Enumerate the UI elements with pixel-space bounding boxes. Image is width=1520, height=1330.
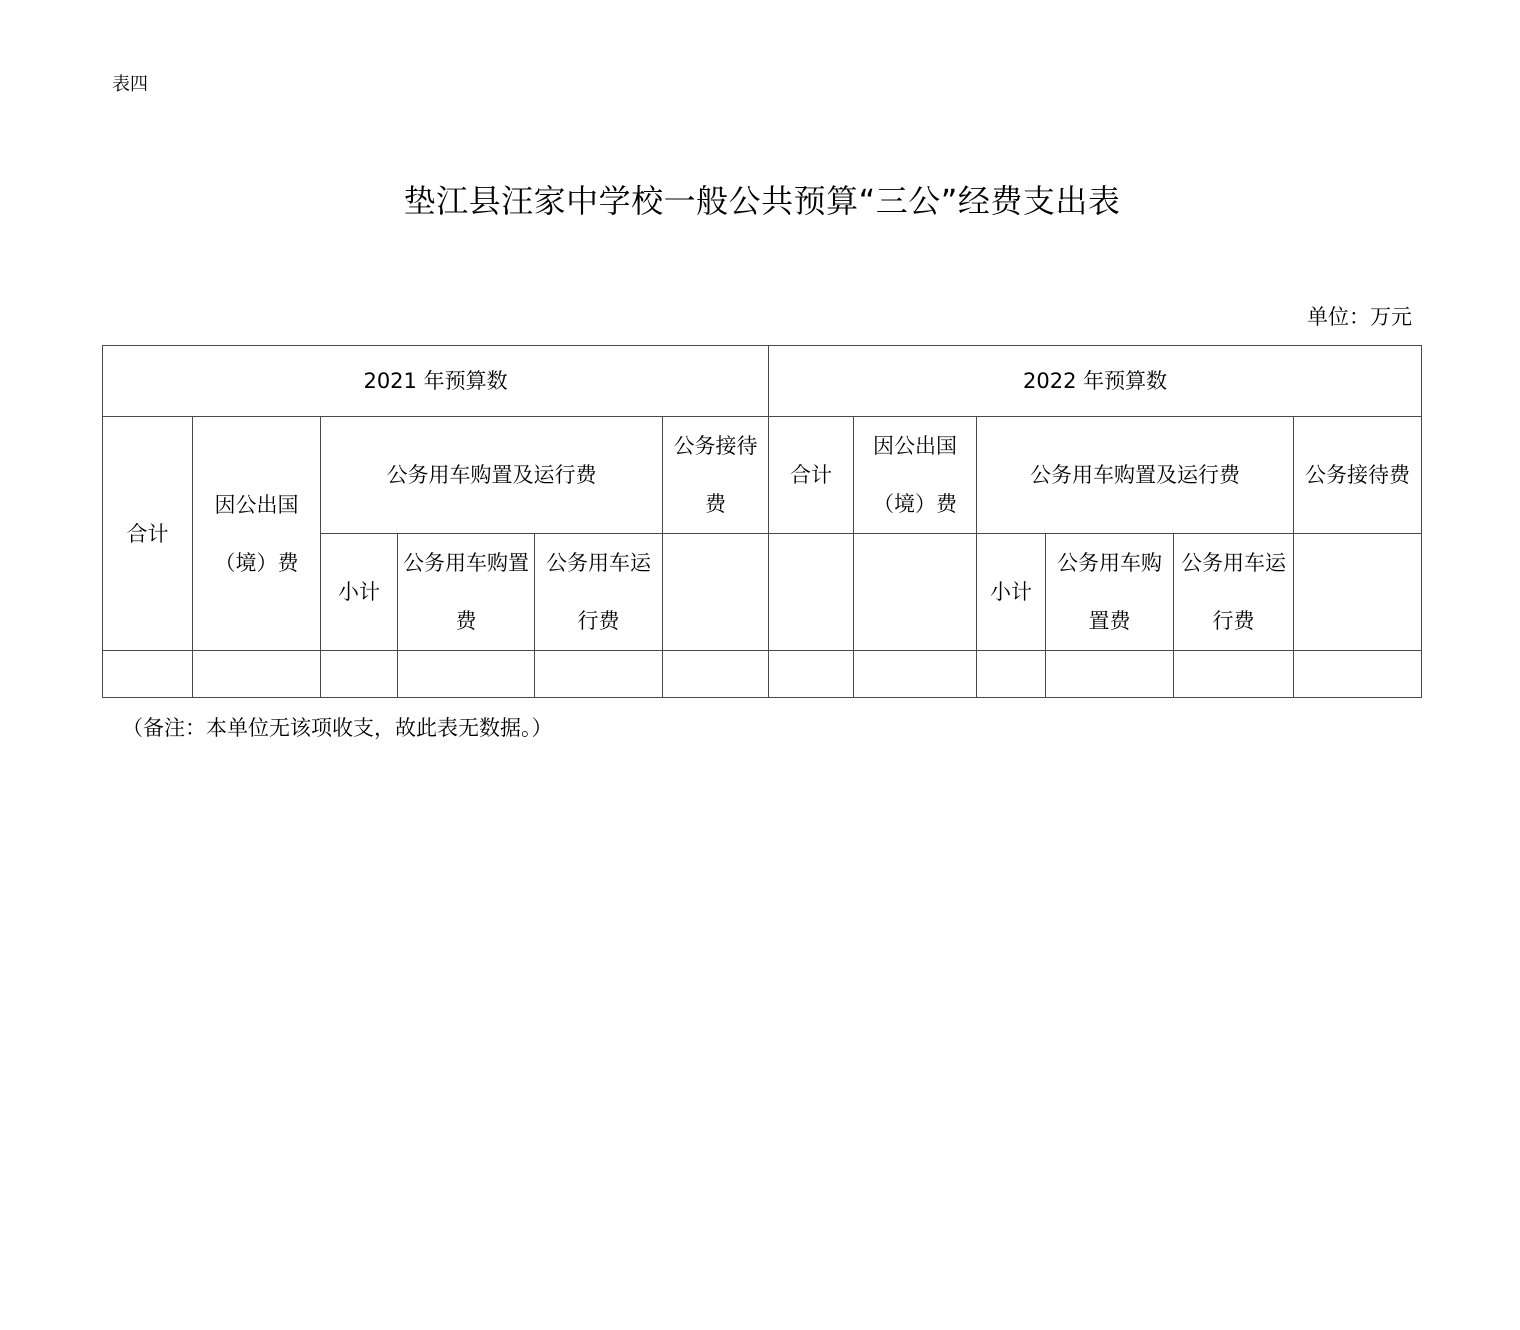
table-cell <box>103 651 193 698</box>
header-2022-reception-empty <box>1294 534 1422 651</box>
footnote: （备注：本单位无该项收支，故此表无数据。） <box>122 716 553 740</box>
header-2022-subtotal: 小计 <box>977 534 1046 651</box>
table-cell <box>193 651 321 698</box>
table-cell <box>1294 651 1422 698</box>
header-2021-reception-empty <box>663 534 769 651</box>
header-2022-total-empty <box>769 534 854 651</box>
header-2022-total: 合计 <box>769 417 854 534</box>
header-year-2021: 2021 年预算数 <box>103 346 769 417</box>
header-2021-abroad: 因公出国（境）费 <box>193 417 321 651</box>
unit-label: 单位：万元 <box>1307 305 1412 329</box>
header-2021-total: 合计 <box>103 417 193 651</box>
table-cell <box>535 651 663 698</box>
header-2021-vehicle-group: 公务用车购置及运行费 <box>321 417 663 534</box>
table-cell <box>1174 651 1294 698</box>
header-2021-vehicle-purchase: 公务用车购置费 <box>398 534 535 651</box>
header-2022-vehicle-purchase: 公务用车购置费 <box>1046 534 1174 651</box>
table-number-label: 表四 <box>112 74 148 95</box>
header-2021-vehicle-operation: 公务用车运行费 <box>535 534 663 651</box>
page-title: 垫江县汪家中学校一般公共预算“三公”经费支出表 <box>403 182 1121 220</box>
header-2022-abroad: 因公出国（境）费 <box>854 417 977 534</box>
header-2022-reception: 公务接待费 <box>1294 417 1422 534</box>
header-year-2022: 2022 年预算数 <box>769 346 1422 417</box>
header-2021-reception: 公务接待费 <box>663 417 769 534</box>
budget-table <box>102 345 1422 698</box>
table-cell <box>321 651 398 698</box>
year-header-row <box>103 346 1422 417</box>
table-row <box>103 651 1422 698</box>
header-2021-subtotal: 小计 <box>321 534 398 651</box>
table-cell <box>977 651 1046 698</box>
table-cell <box>769 651 854 698</box>
table-cell <box>1046 651 1174 698</box>
header-2022-vehicle-operation: 公务用车运行费 <box>1174 534 1294 651</box>
header-2022-abroad-empty <box>854 534 977 651</box>
table-cell <box>398 651 535 698</box>
table-cell <box>663 651 769 698</box>
header-2022-vehicle-group: 公务用车购置及运行费 <box>977 417 1294 534</box>
table-cell <box>854 651 977 698</box>
category-header-row <box>103 417 1422 534</box>
